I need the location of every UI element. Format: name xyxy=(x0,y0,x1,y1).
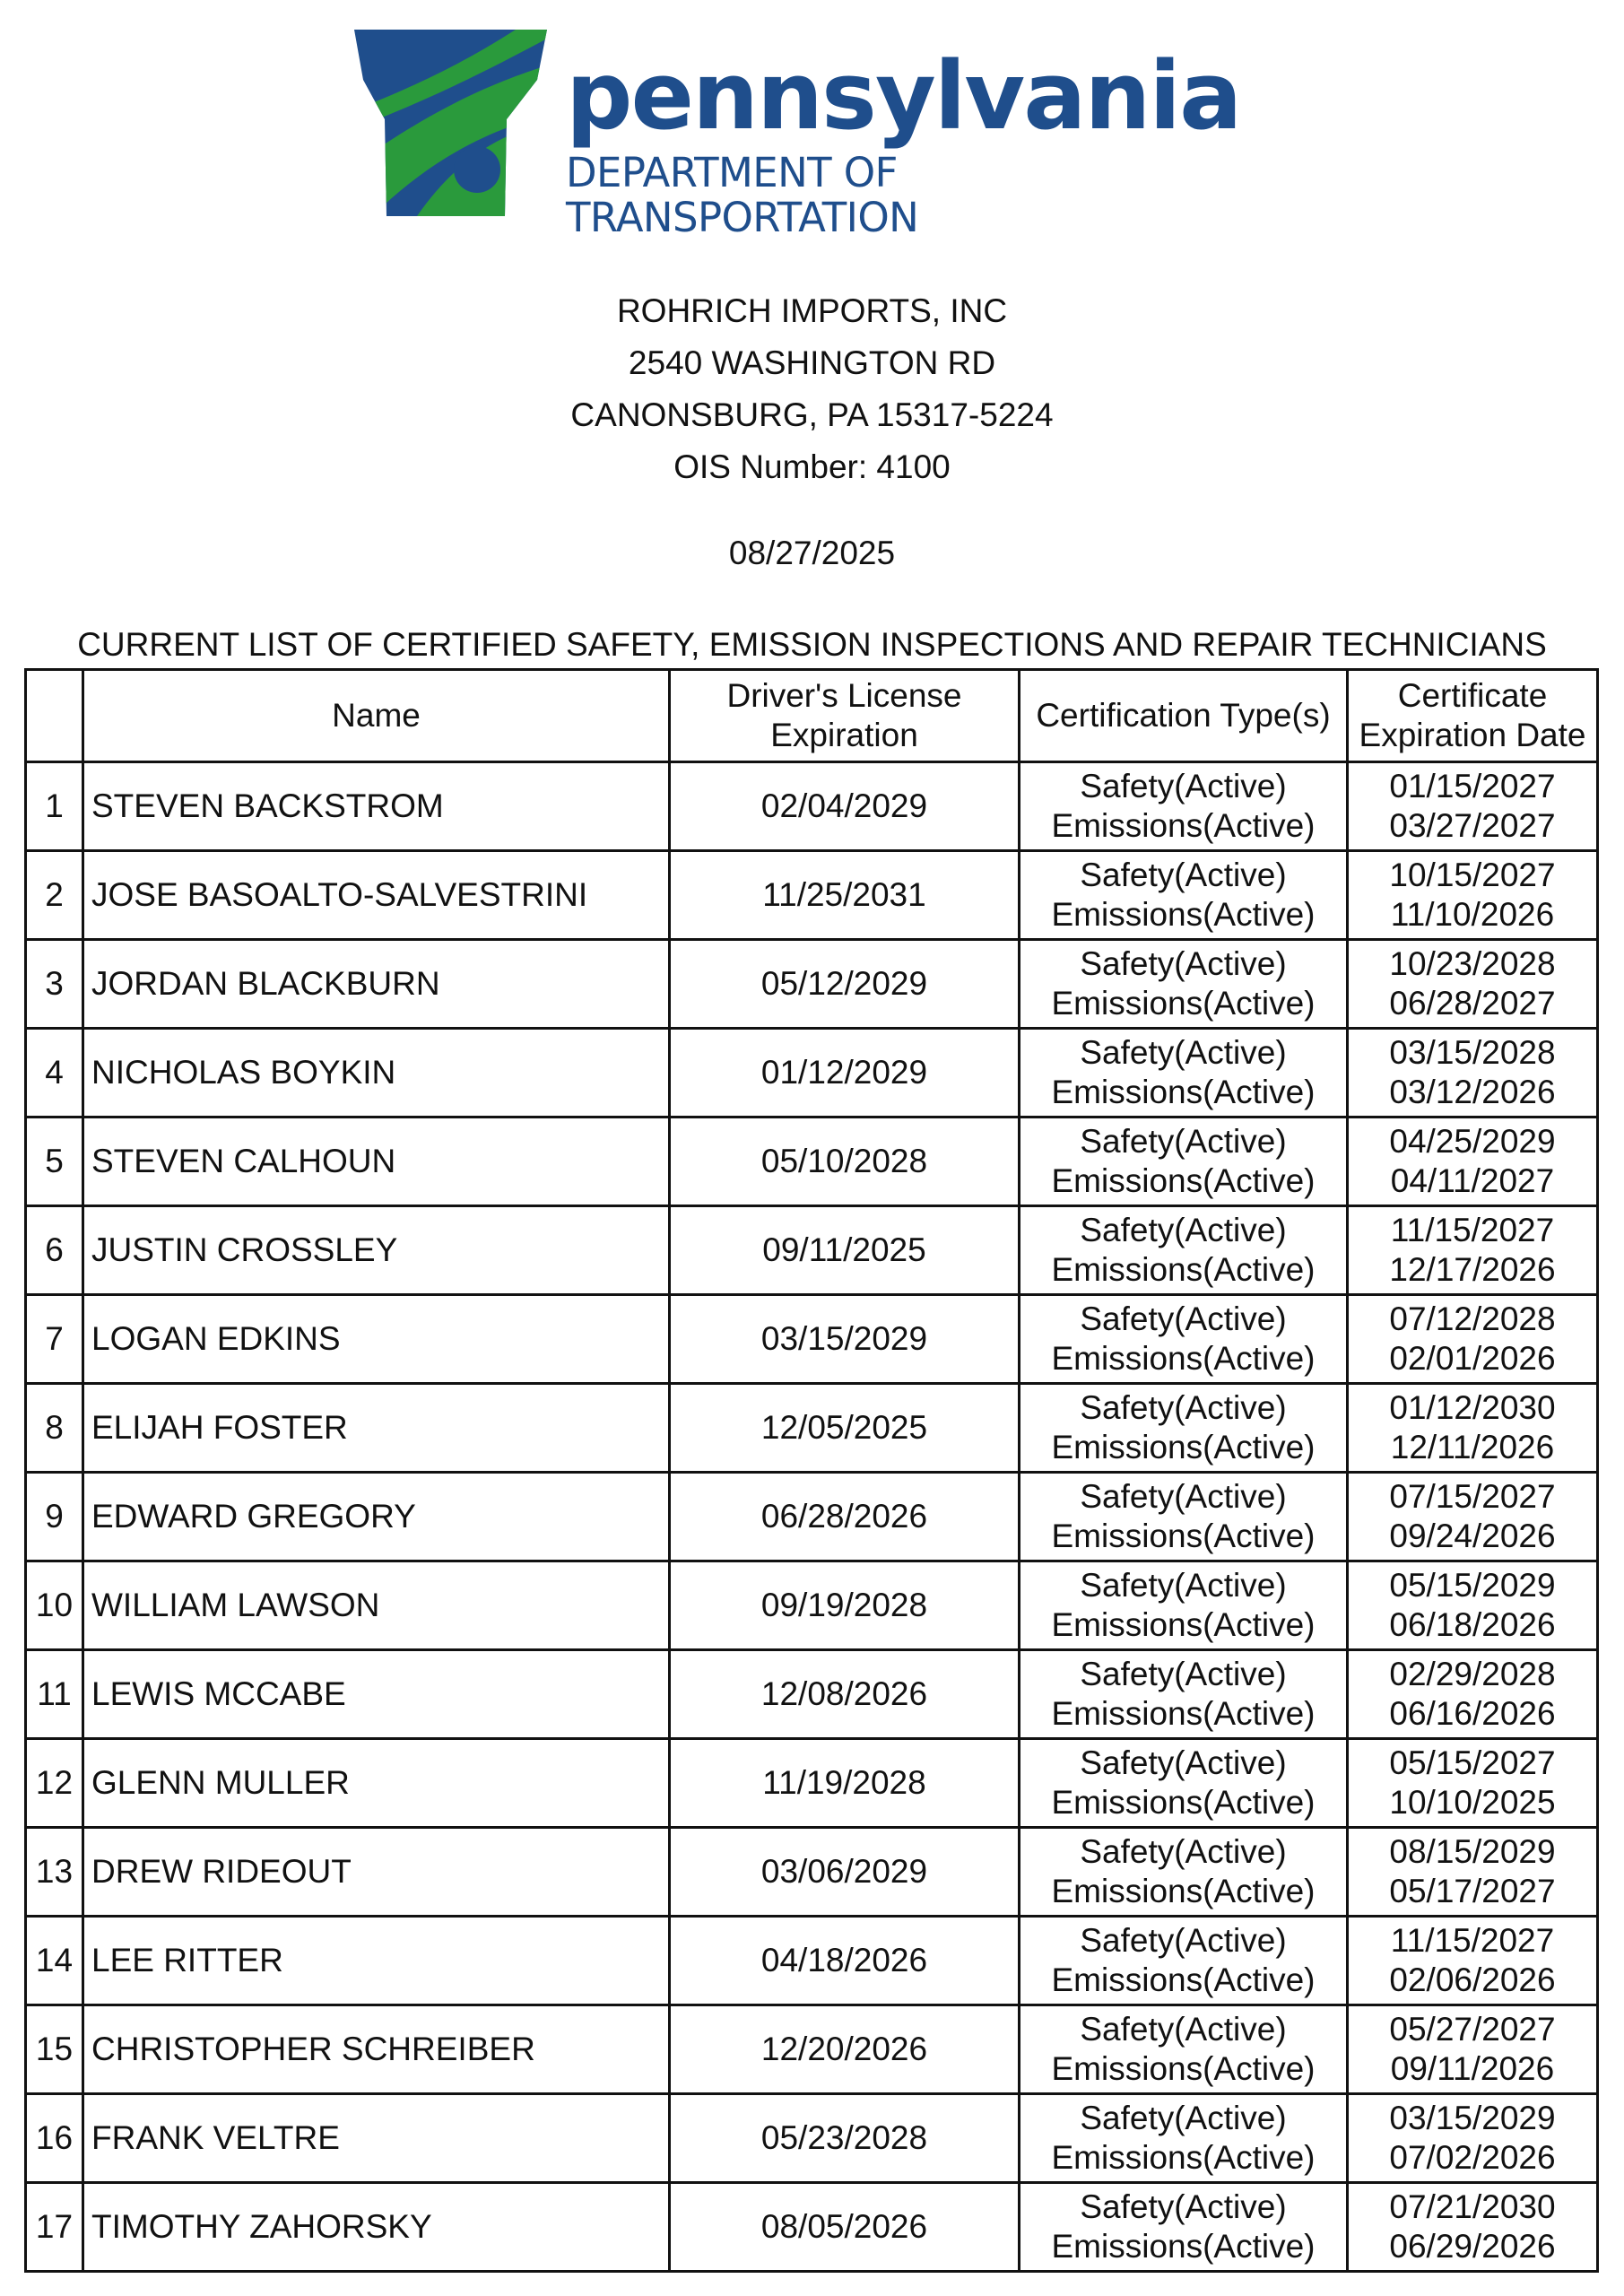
certificate-expirations xyxy=(1348,1650,1598,1739)
dl-expiration: 01/12/2029 xyxy=(670,1029,1020,1118)
cert-type-safety: Safety(Active) xyxy=(1080,1034,1287,1071)
cert-exp-emissions: 02/01/2026 xyxy=(1389,1340,1556,1377)
technician-name: JUSTIN CROSSLEY xyxy=(83,1206,670,1295)
cert-exp-emissions: 05/17/2027 xyxy=(1389,1873,1556,1909)
certification-types xyxy=(1020,1473,1348,1561)
certification-types xyxy=(1020,1029,1348,1118)
cert-exp-safety: 04/25/2029 xyxy=(1389,1123,1556,1160)
certification-types xyxy=(1020,940,1348,1029)
dl-expiration: 05/23/2028 xyxy=(670,2094,1020,2183)
cert-type-emissions: Emissions(Active) xyxy=(1051,2050,1316,2087)
logo-wordmark: pennsylvania xyxy=(566,41,1241,151)
cert-type-safety: Safety(Active) xyxy=(1080,1567,1287,1604)
report-date: 08/27/2025 xyxy=(728,535,896,571)
cert-exp-safety: 03/15/2028 xyxy=(1389,1034,1556,1071)
table-row xyxy=(26,2094,1598,2183)
dl-expiration: 05/12/2029 xyxy=(670,940,1020,1029)
cert-type-emissions: Emissions(Active) xyxy=(1051,985,1316,1022)
cert-exp-safety: 01/15/2027 xyxy=(1389,768,1556,804)
certificate-expirations xyxy=(1348,1739,1598,1828)
cert-type-safety: Safety(Active) xyxy=(1080,2100,1287,2136)
dl-expiration: 06/28/2026 xyxy=(670,1473,1020,1561)
cert-type-emissions: Emissions(Active) xyxy=(1051,1162,1316,1199)
dl-expiration: 09/11/2025 xyxy=(670,1206,1020,1295)
certification-types xyxy=(1020,1739,1348,1828)
dl-expiration: 05/10/2028 xyxy=(670,1118,1020,1206)
cert-type-emissions: Emissions(Active) xyxy=(1051,896,1316,933)
cert-exp-emissions: 11/10/2026 xyxy=(1390,896,1555,933)
row-number: 8 xyxy=(26,1384,83,1473)
certificate-expirations xyxy=(1348,1917,1598,2005)
cert-type-safety: Safety(Active) xyxy=(1080,1300,1287,1337)
header-exp-line2: Expiration Date xyxy=(1359,717,1586,753)
dl-expiration: 08/05/2026 xyxy=(670,2183,1020,2272)
table-row xyxy=(26,1917,1598,2005)
cert-exp-safety: 07/15/2027 xyxy=(1389,1478,1556,1515)
certificate-expirations xyxy=(1348,1206,1598,1295)
certification-types xyxy=(1020,2183,1348,2272)
table-row xyxy=(26,1384,1598,1473)
certificate-expirations xyxy=(1348,2005,1598,2094)
table-row xyxy=(26,1473,1598,1561)
cert-type-safety: Safety(Active) xyxy=(1080,1656,1287,1692)
dl-expiration: 12/05/2025 xyxy=(670,1384,1020,1473)
certificate-expirations xyxy=(1348,1828,1598,1917)
cert-exp-safety: 10/23/2028 xyxy=(1389,945,1556,982)
facility-ois-number: OIS Number: 4100 xyxy=(673,448,951,485)
row-number: 3 xyxy=(26,940,83,1029)
technician-name: EDWARD GREGORY xyxy=(83,1473,670,1561)
cert-exp-emissions: 09/24/2026 xyxy=(1389,1518,1556,1554)
dl-expiration: 03/06/2029 xyxy=(670,1828,1020,1917)
cert-type-safety: Safety(Active) xyxy=(1080,1123,1287,1160)
row-number: 2 xyxy=(26,851,83,940)
cert-type-safety: Safety(Active) xyxy=(1080,1744,1287,1781)
row-number: 11 xyxy=(26,1650,83,1739)
row-number: 4 xyxy=(26,1029,83,1118)
cert-exp-emissions: 12/17/2026 xyxy=(1389,1251,1556,1288)
table-row xyxy=(26,1118,1598,1206)
technician-name: LOGAN EDKINS xyxy=(83,1295,670,1384)
table-row xyxy=(26,1206,1598,1295)
row-number: 12 xyxy=(26,1739,83,1828)
cert-exp-safety: 07/12/2028 xyxy=(1389,1300,1556,1337)
row-number: 15 xyxy=(26,2005,83,2094)
cert-exp-safety: 11/15/2027 xyxy=(1390,1212,1555,1248)
certificate-expirations xyxy=(1348,1295,1598,1384)
cert-type-safety: Safety(Active) xyxy=(1080,768,1287,804)
cert-exp-emissions: 04/11/2027 xyxy=(1390,1162,1555,1199)
certificate-expirations xyxy=(1348,1473,1598,1561)
list-title: CURRENT LIST OF CERTIFIED SAFETY, EMISSION INSPECTIONS AND REPAIR TECHNICIANS xyxy=(77,626,1547,663)
table-row xyxy=(26,1029,1598,1118)
certification-types xyxy=(1020,1118,1348,1206)
technician-name: CHRISTOPHER SCHREIBER xyxy=(83,2005,670,2094)
header-exp-line1: Certificate xyxy=(1397,677,1548,714)
cert-type-safety: Safety(Active) xyxy=(1080,1389,1287,1426)
certificate-expirations xyxy=(1348,1384,1598,1473)
certification-types xyxy=(1020,1384,1348,1473)
cert-type-safety: Safety(Active) xyxy=(1080,2011,1287,2048)
cert-type-emissions: Emissions(Active) xyxy=(1051,807,1316,844)
header-dl-line1: Driver's License xyxy=(726,677,962,714)
technician-name: TIMOTHY ZAHORSKY xyxy=(83,2183,670,2272)
certificate-expirations xyxy=(1348,762,1598,851)
certification-types xyxy=(1020,1917,1348,2005)
cert-exp-safety: 01/12/2030 xyxy=(1389,1389,1556,1426)
cert-type-emissions: Emissions(Active) xyxy=(1051,1873,1316,1909)
certification-types xyxy=(1020,851,1348,940)
cert-exp-safety: 10/15/2027 xyxy=(1389,857,1556,893)
row-number: 17 xyxy=(26,2183,83,2272)
cert-type-safety: Safety(Active) xyxy=(1080,1212,1287,1248)
table-row xyxy=(26,1561,1598,1650)
table-row xyxy=(26,1295,1598,1384)
cert-exp-emissions: 06/28/2027 xyxy=(1389,985,1556,1022)
dl-expiration: 11/25/2031 xyxy=(670,851,1020,940)
table-row xyxy=(26,762,1598,851)
table-row xyxy=(26,1828,1598,1917)
dl-expiration: 09/19/2028 xyxy=(670,1561,1020,1650)
row-number: 14 xyxy=(26,1917,83,2005)
technician-name: NICHOLAS BOYKIN xyxy=(83,1029,670,1118)
header-dl-expiration xyxy=(670,670,1020,762)
penndot-logo xyxy=(354,30,1251,241)
certification-types xyxy=(1020,1561,1348,1650)
row-number: 6 xyxy=(26,1206,83,1295)
dl-expiration: 02/04/2029 xyxy=(670,762,1020,851)
cert-type-emissions: Emissions(Active) xyxy=(1051,1251,1316,1288)
cert-type-safety: Safety(Active) xyxy=(1080,1478,1287,1515)
table-header-row xyxy=(26,670,1598,762)
cert-exp-safety: 07/21/2030 xyxy=(1389,2188,1556,2225)
certificate-expirations xyxy=(1348,1029,1598,1118)
cert-exp-safety: 05/15/2029 xyxy=(1389,1567,1556,1604)
facility-city-state-zip: CANONSBURG, PA 15317-5224 xyxy=(570,396,1054,433)
cert-type-emissions: Emissions(Active) xyxy=(1051,1695,1316,1732)
dl-expiration: 04/18/2026 xyxy=(670,1917,1020,2005)
row-number: 16 xyxy=(26,2094,83,2183)
technician-table xyxy=(24,668,1599,2273)
certificate-expirations xyxy=(1348,1118,1598,1206)
dl-expiration: 12/20/2026 xyxy=(670,2005,1020,2094)
dl-expiration: 03/15/2029 xyxy=(670,1295,1020,1384)
cert-exp-safety: 05/15/2027 xyxy=(1389,1744,1556,1781)
certificate-expirations xyxy=(1348,2183,1598,2272)
cert-exp-emissions: 03/12/2026 xyxy=(1389,1074,1556,1110)
dl-expiration: 12/08/2026 xyxy=(670,1650,1020,1739)
cert-exp-emissions: 06/18/2026 xyxy=(1389,1606,1556,1643)
technician-name: FRANK VELTRE xyxy=(83,2094,670,2183)
certification-types xyxy=(1020,1828,1348,1917)
cert-type-emissions: Emissions(Active) xyxy=(1051,1784,1316,1821)
cert-type-emissions: Emissions(Active) xyxy=(1051,1606,1316,1643)
technician-name: STEVEN BACKSTROM xyxy=(83,762,670,851)
cert-type-emissions: Emissions(Active) xyxy=(1051,1518,1316,1554)
table-row xyxy=(26,2005,1598,2094)
cert-type-emissions: Emissions(Active) xyxy=(1051,2139,1316,2176)
row-number: 7 xyxy=(26,1295,83,1384)
cert-exp-emissions: 03/27/2027 xyxy=(1389,807,1556,844)
certificate-expirations xyxy=(1348,2094,1598,2183)
cert-exp-safety: 05/27/2027 xyxy=(1389,2011,1556,2048)
cert-type-safety: Safety(Active) xyxy=(1080,1922,1287,1959)
row-number: 10 xyxy=(26,1561,83,1650)
technician-name: STEVEN CALHOUN xyxy=(83,1118,670,1206)
certificate-expirations xyxy=(1348,851,1598,940)
technician-name: ELIJAH FOSTER xyxy=(83,1384,670,1473)
cert-type-safety: Safety(Active) xyxy=(1080,945,1287,982)
facility-street: 2540 WASHINGTON RD xyxy=(628,344,996,381)
cert-type-emissions: Emissions(Active) xyxy=(1051,2228,1316,2265)
cert-type-safety: Safety(Active) xyxy=(1080,1833,1287,1870)
cert-type-emissions: Emissions(Active) xyxy=(1051,1961,1316,1998)
certification-types xyxy=(1020,1295,1348,1384)
technician-name: GLENN MULLER xyxy=(83,1739,670,1828)
technician-name: DREW RIDEOUT xyxy=(83,1828,670,1917)
row-number: 5 xyxy=(26,1118,83,1206)
cert-exp-emissions: 06/16/2026 xyxy=(1389,1695,1556,1732)
row-number: 1 xyxy=(26,762,83,851)
row-number: 13 xyxy=(26,1828,83,1917)
cert-type-emissions: Emissions(Active) xyxy=(1051,1429,1316,1465)
cert-exp-emissions: 10/10/2025 xyxy=(1389,1784,1556,1821)
cert-exp-safety: 02/29/2028 xyxy=(1389,1656,1556,1692)
cert-type-emissions: Emissions(Active) xyxy=(1051,1340,1316,1377)
logo-department: DEPARTMENT OF TRANSPORTATION xyxy=(566,149,919,241)
certificate-expirations xyxy=(1348,940,1598,1029)
technician-name: WILLIAM LAWSON xyxy=(83,1561,670,1650)
row-number: 9 xyxy=(26,1473,83,1561)
certification-types xyxy=(1020,2005,1348,2094)
facility-name: ROHRICH IMPORTS, INC xyxy=(616,292,1008,329)
certification-types xyxy=(1020,1206,1348,1295)
header-number xyxy=(26,670,83,762)
technician-name: JORDAN BLACKBURN xyxy=(83,940,670,1029)
cert-type-emissions: Emissions(Active) xyxy=(1051,1074,1316,1110)
table-row xyxy=(26,1739,1598,1828)
cert-exp-safety: 03/15/2029 xyxy=(1389,2100,1556,2136)
cert-exp-safety: 08/15/2029 xyxy=(1389,1833,1556,1870)
technician-name: LEE RITTER xyxy=(83,1917,670,2005)
header-cert-expiration xyxy=(1348,670,1598,762)
technician-name: JOSE BASOALTO-SALVESTRINI xyxy=(83,851,670,940)
header-name: Name xyxy=(83,670,670,762)
table-row xyxy=(26,1650,1598,1739)
certification-types xyxy=(1020,1650,1348,1739)
cert-exp-emissions: 06/29/2026 xyxy=(1389,2228,1556,2265)
certification-types xyxy=(1020,2094,1348,2183)
technician-rows xyxy=(26,762,1598,2272)
cert-exp-safety: 11/15/2027 xyxy=(1390,1922,1555,1959)
table-row xyxy=(26,851,1598,940)
cert-exp-emissions: 02/06/2026 xyxy=(1389,1961,1556,1998)
certificate-expirations xyxy=(1348,1561,1598,1650)
cert-exp-emissions: 12/11/2026 xyxy=(1390,1429,1555,1465)
technician-name: LEWIS MCCABE xyxy=(83,1650,670,1739)
table-row xyxy=(26,940,1598,1029)
cert-type-safety: Safety(Active) xyxy=(1080,2188,1287,2225)
dl-expiration: 11/19/2028 xyxy=(670,1739,1020,1828)
certification-types xyxy=(1020,762,1348,851)
header-cert-type: Certification Type(s) xyxy=(1020,670,1348,762)
cert-type-safety: Safety(Active) xyxy=(1080,857,1287,893)
facility-address xyxy=(0,285,1624,493)
header-dl-line2: Expiration xyxy=(770,717,918,753)
cert-exp-emissions: 09/11/2026 xyxy=(1390,2050,1555,2087)
cert-exp-emissions: 07/02/2026 xyxy=(1389,2139,1556,2176)
table-row xyxy=(26,2183,1598,2272)
keystone-icon xyxy=(354,30,547,216)
